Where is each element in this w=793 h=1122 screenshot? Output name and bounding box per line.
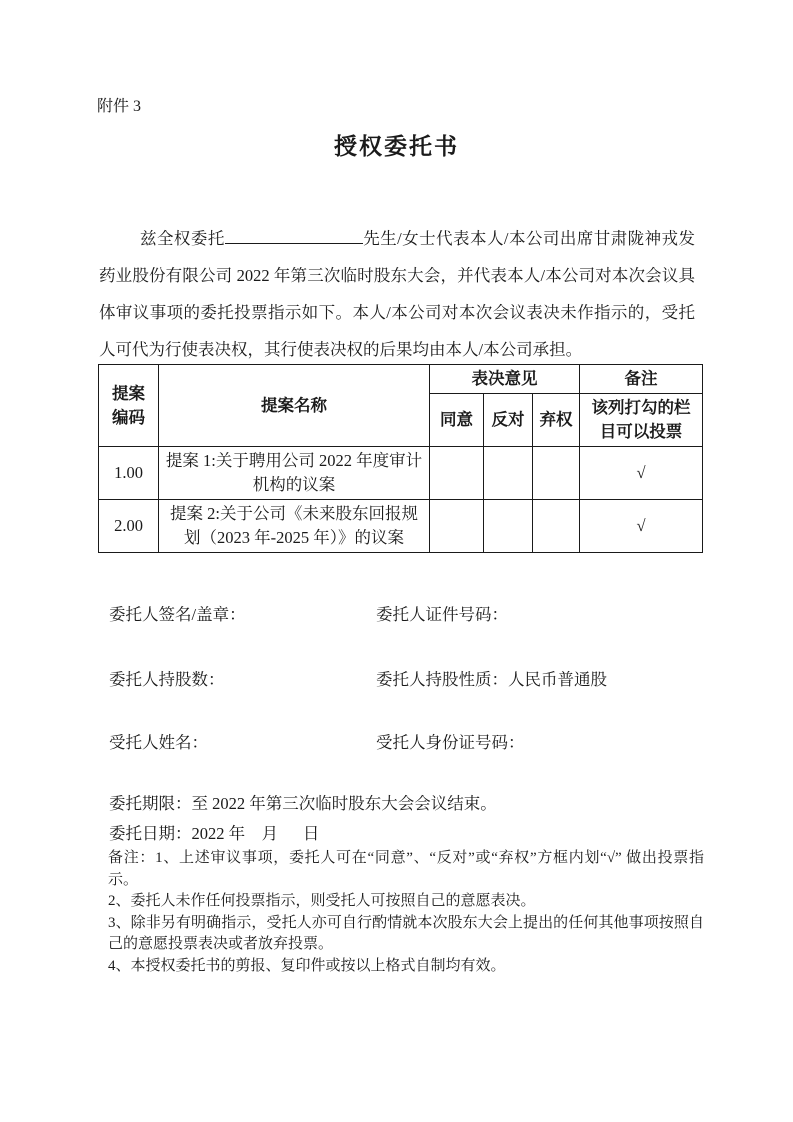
vote-abstain-cell (533, 447, 580, 500)
authorization-date-line: 委托日期：2022 年 月 日 (109, 824, 320, 843)
table-row-proposal-2 (99, 500, 703, 553)
principal-share-type-label: 委托人持股性质：人民币普通股 (376, 670, 607, 689)
header-agree: 同意 (430, 394, 484, 447)
vote-against-cell (484, 500, 533, 553)
principal-signature-label: 委托人签名/盖章： (109, 605, 246, 624)
attachment-label: 附件 3 (97, 98, 142, 115)
page-title: 授权委托书 (334, 134, 459, 159)
note-item-4: 4、本授权委托书的剪报、复印件或按以上格式自制均有效。 (108, 957, 506, 974)
remark-checkmark-cell: √ (580, 447, 703, 500)
proposal-name-cell: 提案 1:关于聘用公司 2022 年度审计机构的议案 (159, 447, 430, 500)
header-against: 反对 (484, 394, 533, 447)
vote-agree-cell (430, 500, 484, 553)
proposal-code-cell: 2.00 (99, 500, 159, 553)
principal-id-label: 委托人证件号码： (376, 605, 508, 624)
authorization-text-prefix: 兹全权委托 (140, 228, 225, 248)
vote-abstain-cell (533, 500, 580, 553)
trustee-name-blank (225, 226, 363, 244)
notes-section (108, 848, 704, 977)
note-item-2: 2、委托人未作任何投票指示，则受托人可按照自己的意愿表决。 (108, 893, 536, 909)
header-abstain: 弃权 (533, 394, 580, 447)
remark-checkmark-cell: √ (580, 500, 703, 553)
authorization-text-suffix: 先生/女士代表本人/本公司出席甘肃陇神戎发药业股份有限公司 2022 年第三次临时股东大会，并代表本人/本公司对本次会议具体审议事项的委托投票指示如下。本人/本公司对本次会议表决未作指示的，受托人可代为行使表决权，其行使表决权的后果均由本人/本公司承担。 (99, 228, 696, 359)
note-item-1: 备注：1、上述审议事项，委托人可在“同意”、“反对”或“弃权”方框内划“√” 做出投票指示。 (108, 850, 704, 888)
header-proposal-code: 提案编码 (99, 365, 159, 447)
principal-shares-label: 委托人持股数： (109, 670, 225, 689)
proposal-code-cell: 1.00 (99, 447, 159, 500)
table-row-proposal-1 (99, 447, 703, 500)
header-remark-sub: 该列打勾的栏目可以投票 (580, 394, 703, 447)
header-voting-opinion: 表决意见 (430, 365, 580, 394)
trustee-id-label: 受托人身份证号码： (376, 733, 525, 752)
proposal-vote-table (98, 364, 703, 553)
vote-agree-cell (430, 447, 484, 500)
trustee-name-label: 受托人姓名： (109, 733, 208, 752)
vote-against-cell (484, 447, 533, 500)
header-proposal-name: 提案名称 (159, 365, 430, 447)
note-item-3: 3、除非另有明确指示，受托人亦可自行酌情就本次股东大会上提出的任何其他事项按照自己的意愿投票表决或者放弃投票。 (108, 914, 704, 952)
header-remark: 备注 (580, 365, 703, 394)
authorization-paragraph (99, 220, 695, 368)
table-header-row-1 (99, 365, 703, 394)
proposal-name-cell: 提案 2:关于公司《未来股东回报规划（2023 年-2025 年）》的议案 (159, 500, 430, 553)
authorization-term-line: 委托期限：至 2022 年第三次临时股东大会会议结束。 (109, 794, 497, 813)
